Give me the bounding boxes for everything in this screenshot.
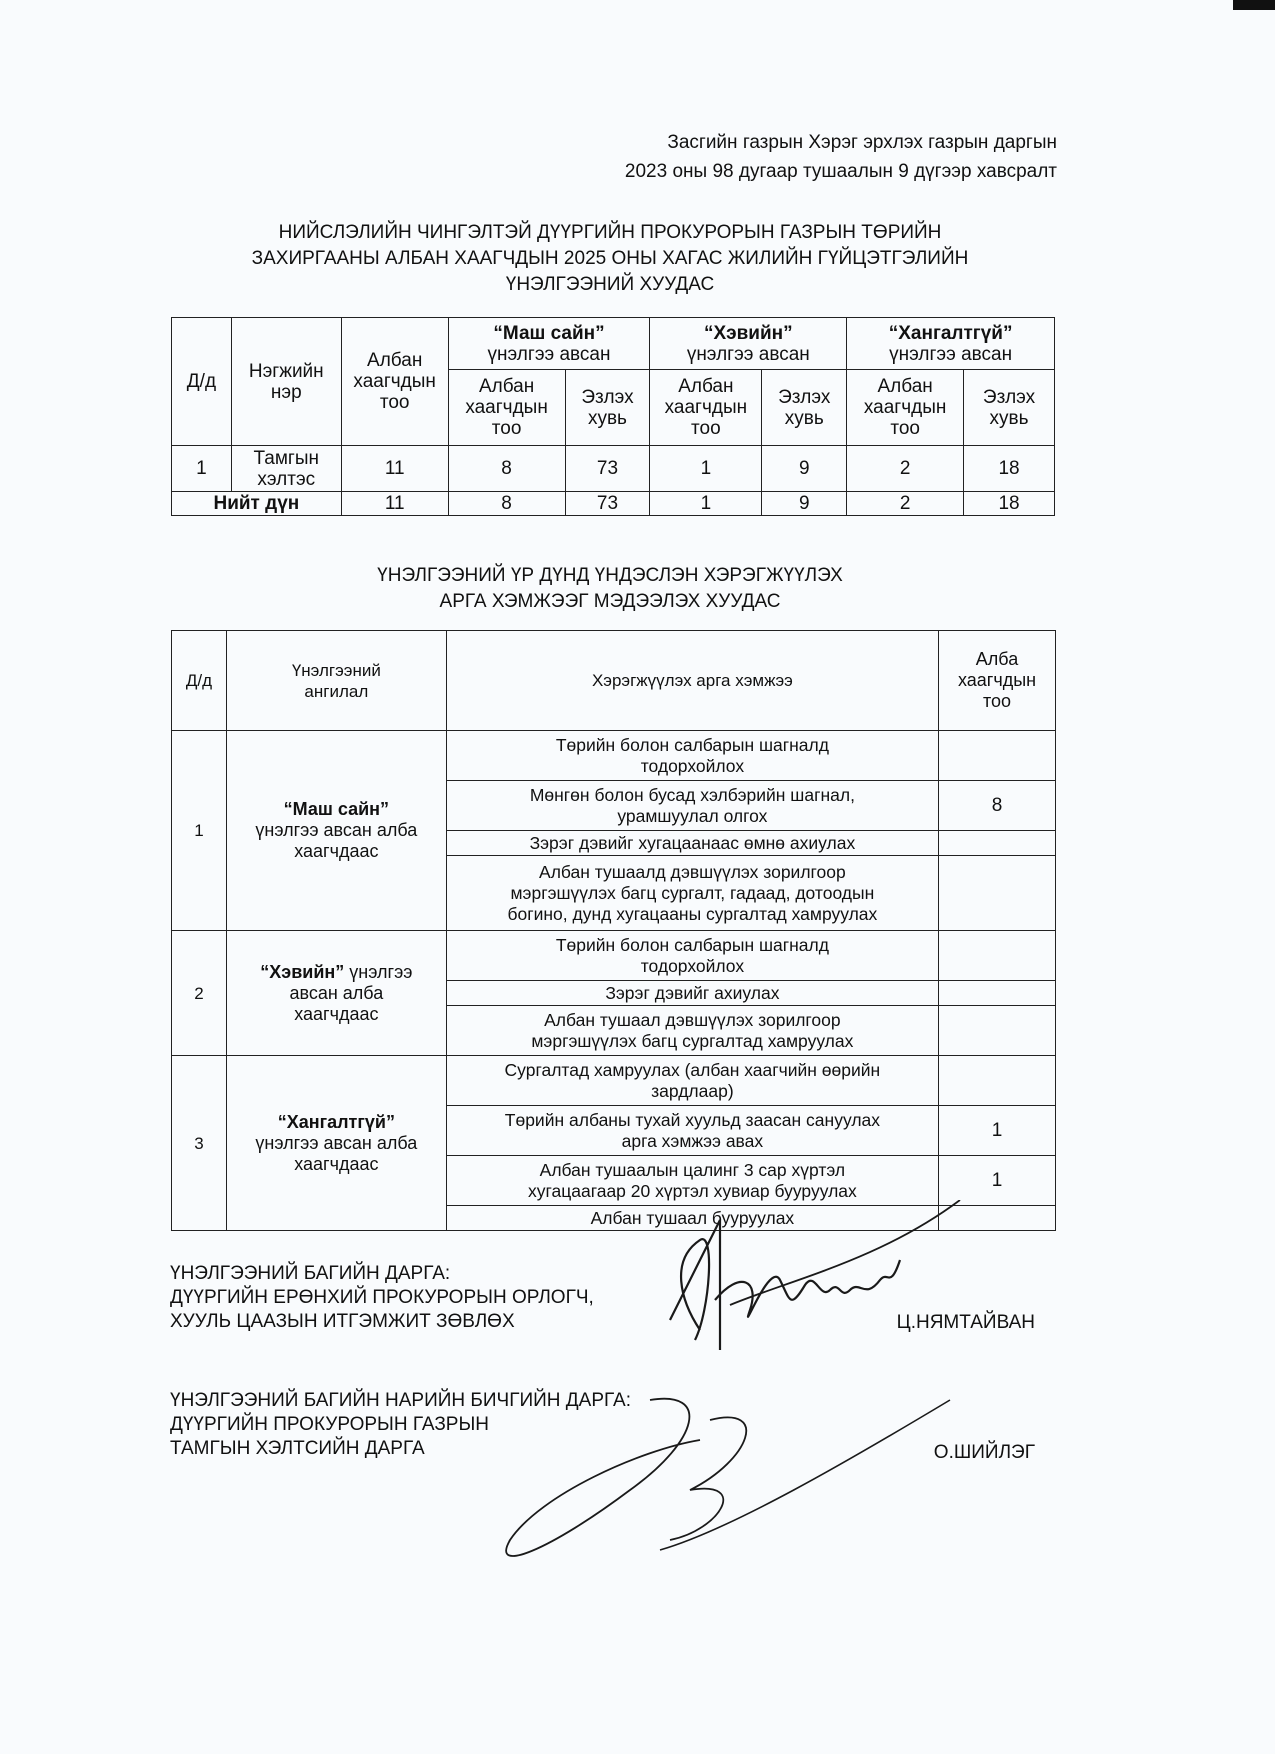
measure-cell: Зэрэг дэвийг хугацаанаас өмнө ахиулах [446, 831, 938, 856]
signature-secretary [470, 1380, 990, 1580]
measure-cell: Төрийн болон салбарын шагналд тодорхойлох [446, 931, 938, 981]
group-category-insufficient: “Хангалтгүй” үнэлгээ авсан алба хаагчдаас [226, 1056, 446, 1231]
count-cell [939, 1006, 1056, 1056]
appendix-line-2: 2023 оны 98 дугаар тушаалын 9 дүгээр хавсралт [624, 161, 1057, 182]
group-num: 1 [172, 731, 227, 931]
subheader-percent: Эзлэх хувь [762, 370, 847, 446]
header-group-normal: “Хэвийн” үнэлгээ авсан [650, 318, 847, 370]
title2-line-2: АРГА ХЭМЖЭЭГ МЭДЭЭЛЭХ ХУУДАС [439, 591, 781, 612]
measure-cell: Албан тушаалд дэвшүүлэх зорилгоор мэргэшүүлэх багц сургалт, гадаад, дотоодын богино, дунд хугацааны сургалтад хамруулах [446, 856, 938, 931]
header-category: Үнэлгээний ангилал [226, 631, 446, 731]
row-insufficient-count: 2 [847, 446, 964, 492]
subheader-count: Албан хаагчдын тоо [847, 370, 964, 446]
title-line-1: НИЙСЛЭЛИЙН ЧИНГЭЛТЭЙ ДҮҮРГИЙН ПРОКУРОРЫН ГАЗРЫН ТӨРИЙН [278, 222, 942, 243]
header-staff-count: Албан хаагчдын тоо [341, 318, 448, 446]
count-cell [939, 931, 1056, 981]
measures-sheet-title [150, 563, 1070, 615]
subheader-count: Албан хаагчдын тоо [448, 370, 565, 446]
measure-cell: Сургалтад хамруулах (албан хаагчийн өөрийн зардлаар) [446, 1056, 938, 1106]
signature-block-chair: ҮНЭЛГЭЭНИЙ БАГИЙН ДАРГА: ДҮҮРГИЙН ЕРӨНХИЙ ПРОКУРОРЫН ОРЛОГЧ, ХУУЛЬ ЦААЗЫН ИТГЭМЖИТ ЗӨВЛӨХ [170, 1263, 594, 1332]
count-cell: 1 [939, 1156, 1056, 1206]
evaluation-summary-table [171, 317, 1055, 516]
header-unit: Нэгжийн нэр [231, 318, 341, 446]
total-row [172, 492, 1055, 516]
count-cell: 1 [939, 1106, 1056, 1156]
total-insufficient-pct: 18 [964, 492, 1055, 516]
count-cell [939, 831, 1056, 856]
subheader-count: Албан хаагчдын тоо [650, 370, 762, 446]
appendix-line-1: Засгийн газрын Хэрэг эрхлэх газрын даргын [667, 132, 1057, 153]
measure-cell: Төрийн болон салбарын шагналд тодорхойлох [446, 731, 938, 781]
signature-chair [640, 1200, 980, 1370]
subheader-percent: Эзлэх хувь [964, 370, 1055, 446]
group-num: 3 [172, 1056, 227, 1231]
row-total: 11 [341, 446, 448, 492]
count-cell [939, 1056, 1056, 1106]
total-excellent-count: 8 [448, 492, 565, 516]
row-normal-pct: 9 [762, 446, 847, 492]
table-header-row [172, 631, 1056, 731]
scan-corner-mark [1233, 0, 1275, 10]
measure-cell: Албан тушаалын цалинг 3 сар хүртэл хугацаагаар 20 хүртэл хувиар бууруулах [446, 1156, 938, 1206]
title2-line-1: ҮНЭЛГЭЭНИЙ ҮР ДҮНД ҮНДЭСЛЭН ХЭРЭГЖҮҮЛЭХ [377, 565, 843, 586]
title-line-3: ҮНЭЛГЭЭНИЙ ХУУДАС [505, 274, 715, 295]
measure-cell: Албан тушаал дэвшүүлэх зорилгоор мэргэшүүлэх багц сургалтад хамруулах [446, 1006, 938, 1056]
total-label: Нийт дүн [172, 492, 342, 516]
row-insufficient-pct: 18 [964, 446, 1055, 492]
measure-cell: Мөнгөн болон бусад хэлбэрийн шагнал, урамшуулал олгох [446, 781, 938, 831]
row-normal-count: 1 [650, 446, 762, 492]
row-excellent-count: 8 [448, 446, 565, 492]
subheader-percent: Эзлэх хувь [565, 370, 650, 446]
signature-block-secretary: ҮНЭЛГЭЭНИЙ БАГИЙН НАРИЙН БИЧГИЙН ДАРГА: ДҮҮРГИЙН ПРОКУРОРЫН ГАЗРЫН ТАМГЫН ХЭЛТСИЙН ДАРГА [170, 1390, 631, 1459]
title-line-2: ЗАХИРГААНЫ АЛБАН ХААГЧДЫН 2025 ОНЫ ХАГАС ЖИЛИЙН ГҮЙЦЭТГЭЛИЙН [251, 248, 969, 269]
header-group-insufficient: “Хангалтгүй” үнэлгээ авсан [847, 318, 1055, 370]
table-row [172, 931, 1056, 981]
header-measure: Хэрэгжүүлэх арга хэмжээ [446, 631, 938, 731]
appendix-reference [625, 128, 1057, 186]
evaluation-sheet-title [150, 220, 1070, 298]
count-cell: 8 [939, 781, 1056, 831]
header-group-excellent: “Маш сайн” үнэлгээ авсан [448, 318, 650, 370]
total-normal-count: 1 [650, 492, 762, 516]
table-row [172, 731, 1056, 781]
total-normal-pct: 9 [762, 492, 847, 516]
signatory-name-chair: Ц.НЯМТАЙВАН [896, 1312, 1035, 1333]
measure-cell: Төрийн албаны тухай хуульд заасан сануулах арга хэмжээ авах [446, 1106, 938, 1156]
count-cell [939, 981, 1056, 1006]
measure-cell: Албан тушаал бууруулах [446, 1206, 938, 1231]
total-excellent-pct: 73 [565, 492, 650, 516]
row-num: 1 [172, 446, 232, 492]
table-row [172, 446, 1055, 492]
row-excellent-pct: 73 [565, 446, 650, 492]
count-cell [939, 856, 1056, 931]
measure-cell: Зэрэг дэвийг ахиулах [446, 981, 938, 1006]
measures-table [171, 630, 1056, 1231]
header-num: Д/д [172, 631, 227, 731]
group-category-normal: “Хэвийн” үнэлгээ авсан алба хаагчдаас [226, 931, 446, 1056]
count-cell [939, 731, 1056, 781]
total-insufficient-count: 2 [847, 492, 964, 516]
row-unit: Тамгын хэлтэс [231, 446, 341, 492]
group-category-excellent: “Маш сайн” үнэлгээ авсан алба хаагчдаас [226, 731, 446, 931]
total-staff: 11 [341, 492, 448, 516]
signatory-name-secretary: О.ШИЙЛЭГ [933, 1442, 1035, 1463]
table-header-row [172, 318, 1055, 370]
table-row [172, 1056, 1056, 1106]
group-num: 2 [172, 931, 227, 1056]
header-num: Д/д [172, 318, 232, 446]
header-count: Алба хаагчдын тоо [939, 631, 1056, 731]
